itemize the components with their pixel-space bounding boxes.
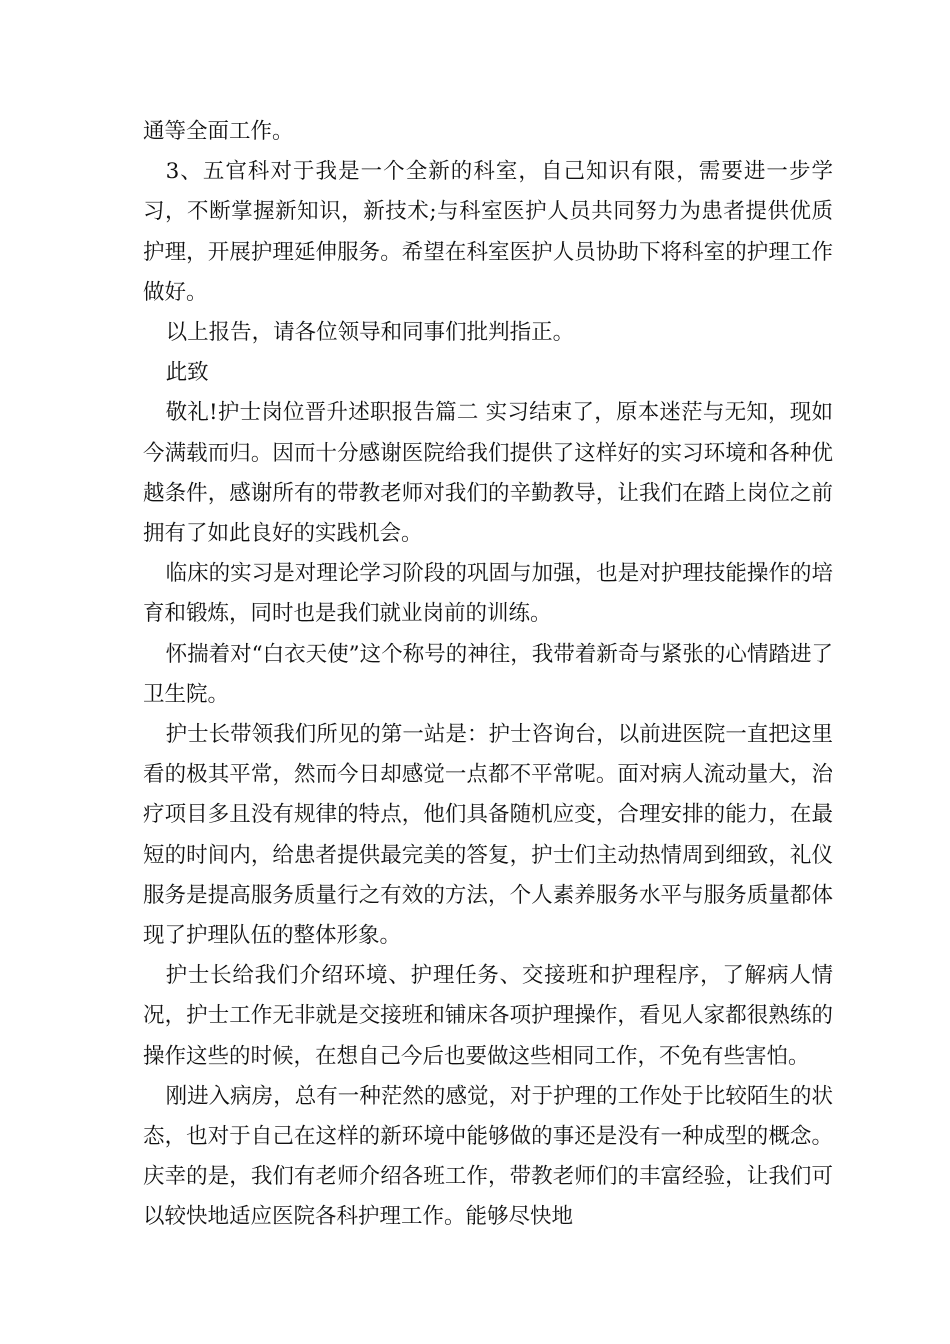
paragraph-closing-request: 以上报告，请各位领导和同事们批判指正。: [165, 320, 575, 346]
paragraph-item-3: 3、五官科对于我是一个全新的科室，自己知识有限，需要进一步学习，不断掌握新知识，新技术;与科室医护人员共同努力为患者提供优质护理，开展护理延伸服务。希望在科室医护人员协助下将科室的护理工作做好。: [143, 159, 833, 305]
paragraph-consultation-desk: 护士长带领我们所见的第一站是：护士咨询台，以前进医院一直把这里看的极其平常，然而今日却感觉一点都不平常呢。面对病人流动量大，治疗项目多且没有规律的特点，他们具备随机应变，合理安排的能力，在最短的时间内，给患者提供最完美的答复，护士们主动热情周到细致，礼仪服务是提高服务质量行之有效的方法，个人素养服务水平与服务质量都体现了护理队伍的整体形象。: [143, 722, 833, 949]
document-body: [143, 112, 833, 1238]
paragraph-head-nurse-intro: 护士长给我们介绍环境、护理任务、交接班和护理程序，了解病人情况，护士工作无非就是交接班和铺床各项护理操作，看见人家都很熟练的操作这些的时候，在想自己今后也要做这些相同工作，不免有些害怕。: [143, 963, 833, 1069]
paragraph-white-angel: 怀揣着对“白衣天使”这个称号的神往，我带着新奇与紧张的心情踏进了卫生院。: [143, 641, 833, 707]
paragraph-ward-entry: 刚进入病房，总有一种茫然的感觉，对于护理的工作处于比较陌生的状态，也对于自己在这样的新环境中能够做的事还是没有一种成型的概念。庆幸的是，我们有老师介绍各班工作，带教老师们的丰富经验，让我们可以较快地适应医院各科护理工作。能够尽快地: [143, 1083, 833, 1230]
paragraph-salutation: 此致: [165, 360, 209, 386]
paragraph-clinical-practice: 临床的实习是对理论学习阶段的巩固与加强，也是对护理技能操作的培育和锻炼，同时也是我们就业岗前的训练。: [143, 561, 833, 627]
paragraph-report-two-intro: 敬礼!护士岗位晋升述职报告篇二 实习结束了，原本迷茫与无知，现如今满载而归。因而十分感谢医院给我们提供了这样好的实习环境和各种优越条件，感谢所有的带教老师对我们的辛勤教导，让我们在踏上岗位之前拥有了如此良好的实践机会。: [143, 400, 833, 547]
paragraph-continuation: 通等全面工作。: [143, 119, 294, 144]
